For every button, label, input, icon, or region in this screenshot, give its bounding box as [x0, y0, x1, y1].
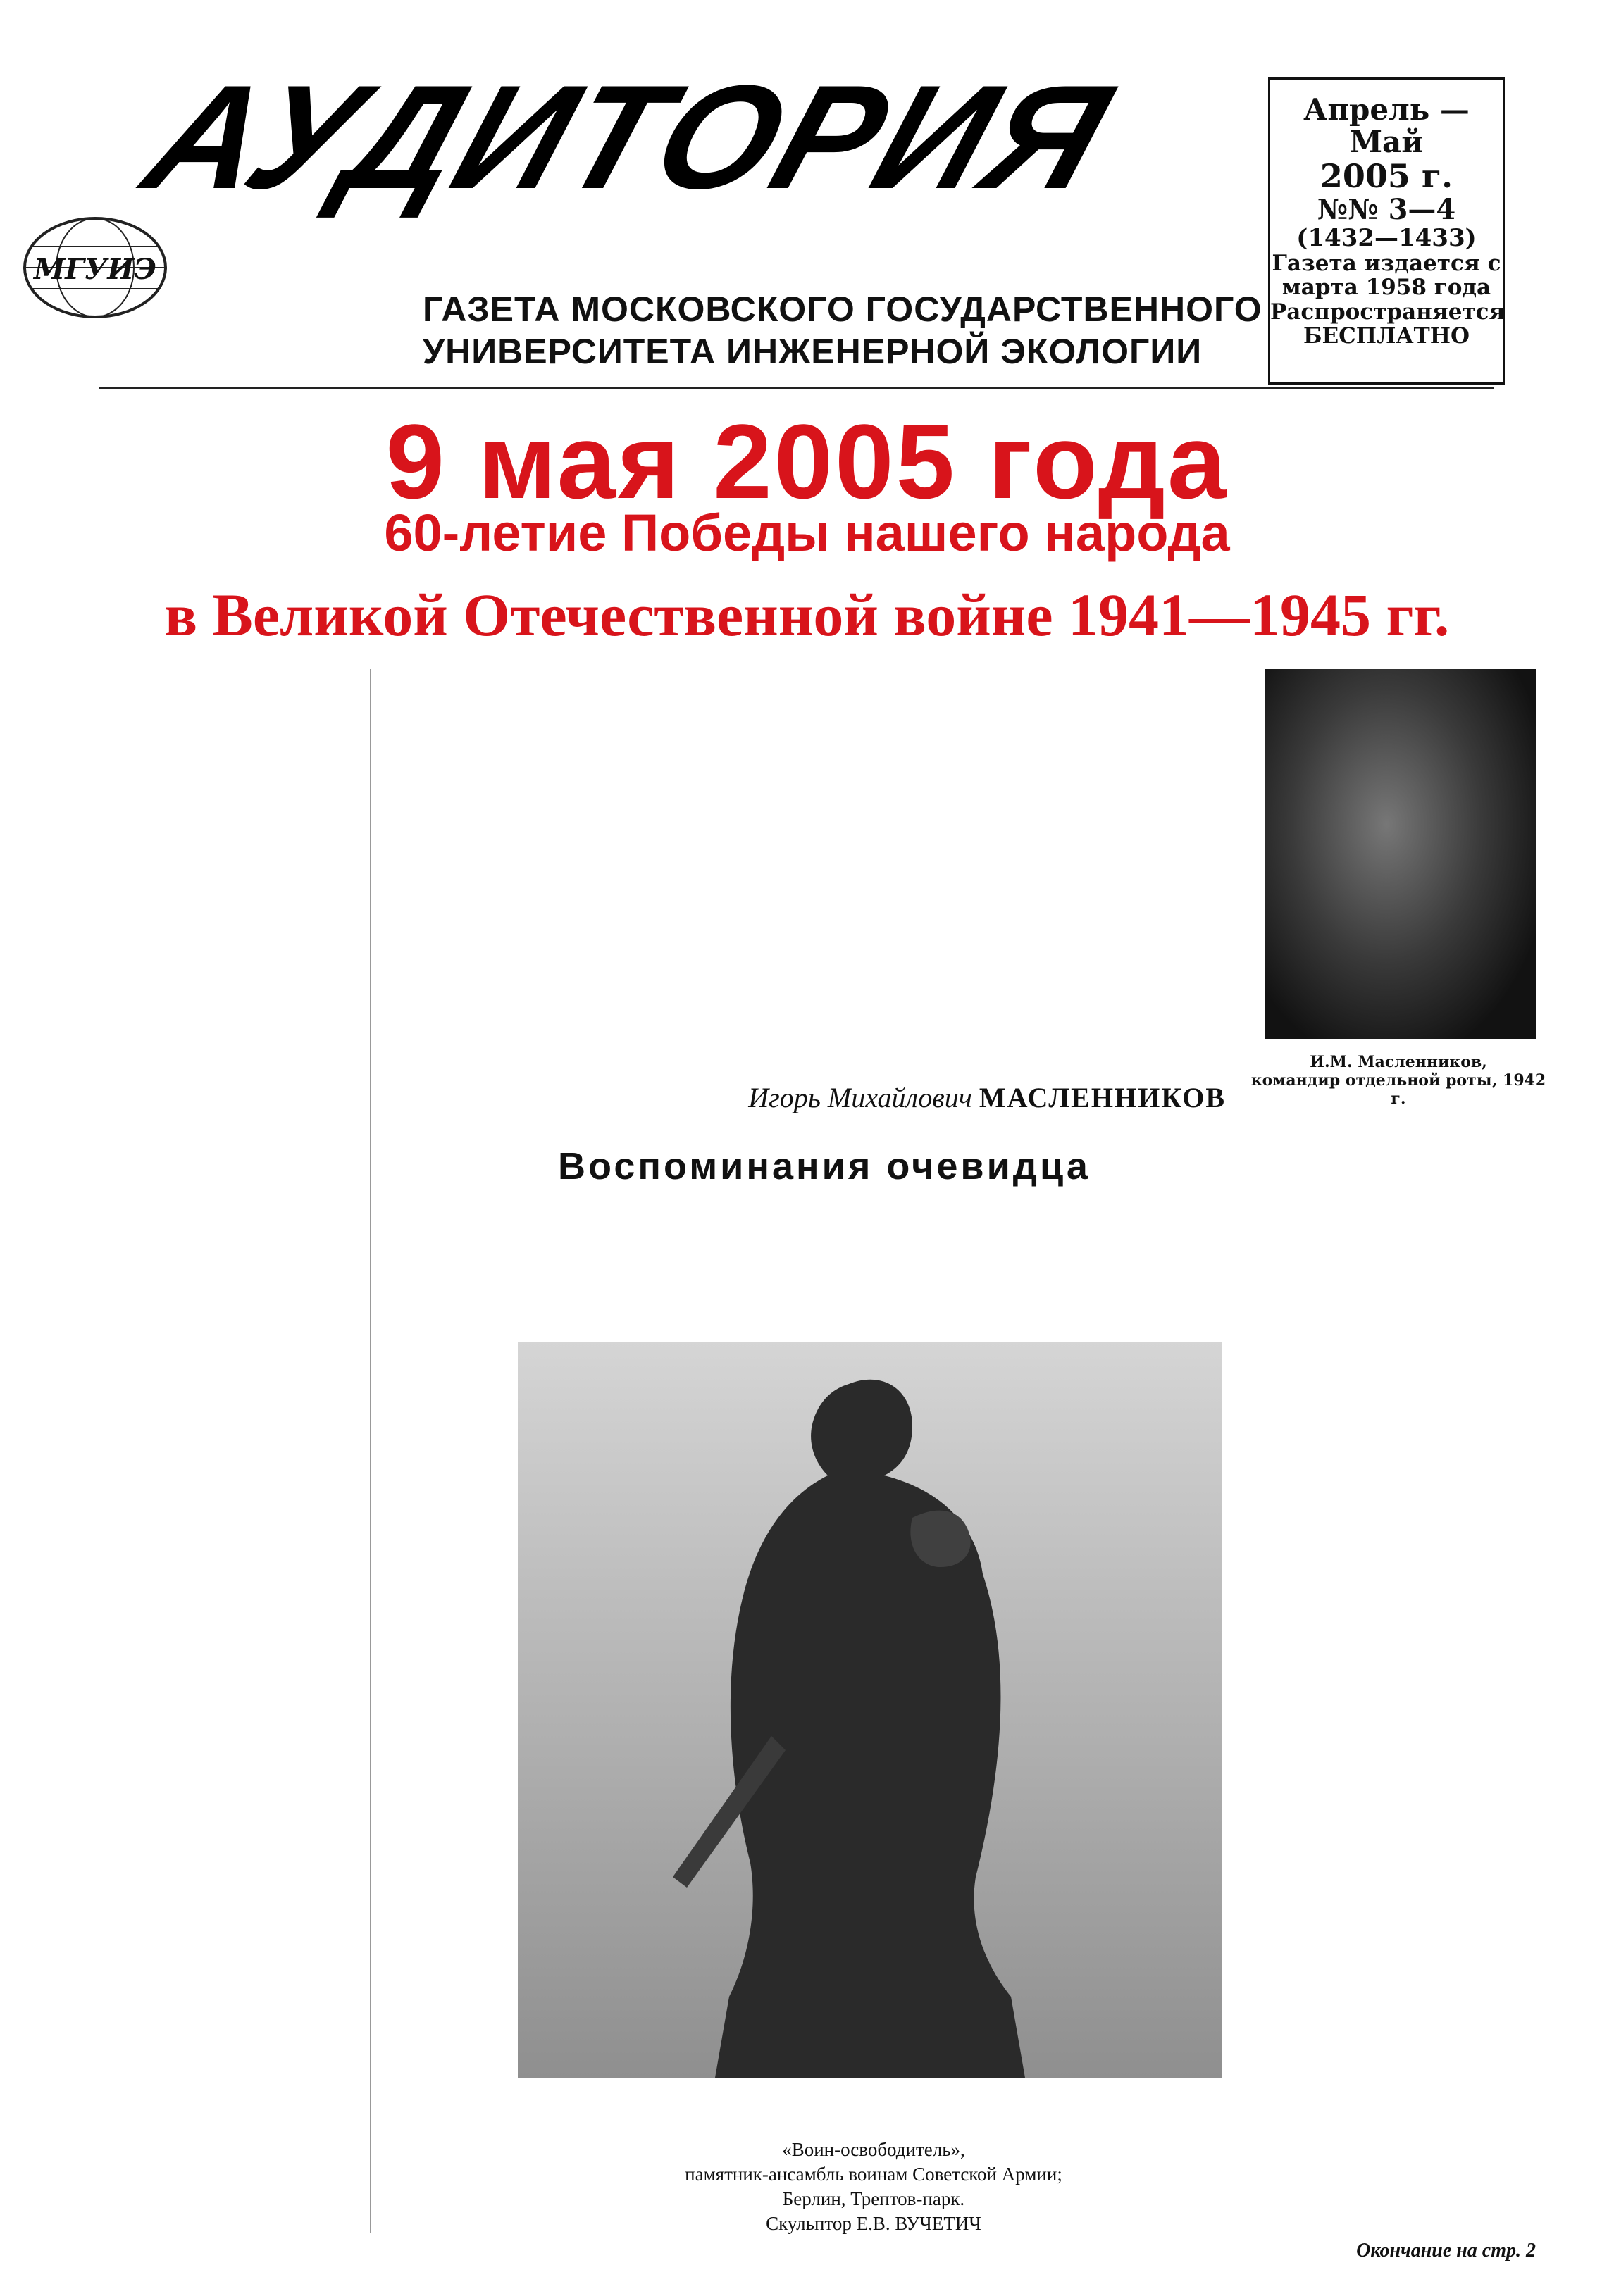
issue-since: Газета издается с марта 1958 года [1272, 251, 1501, 301]
monument-caption-line-3: Берлин, Трептов-парк. [782, 2188, 965, 2210]
continued-note: Окончание на стр. 2 [1356, 2240, 1536, 2261]
headline-secondary: 60-летие Победы нашего народа [384, 504, 1230, 562]
column-divider [370, 669, 371, 2233]
masthead-subtitle-line-2: УНИВЕРСИТЕТА ИНЖЕНЕРНОЙ ЭКОЛОГИИ [423, 332, 1203, 371]
article-column-2-bottom [377, 1222, 514, 2243]
monument-caption-line-4: Скульптор Е.В. ВУЧЕТИЧ [766, 2213, 981, 2235]
article-author [380, 1081, 1226, 1114]
issue-year: 2005 г. [1320, 157, 1453, 196]
issue-serial: (1432—1433) [1296, 223, 1477, 252]
portrait-caption-line-2: командир отдельной роты, 1942 г. [1250, 1071, 1546, 1108]
monument-caption-line-2: памятник-ансамбль воинам Советской Армии; [685, 2164, 1062, 2185]
masthead-divider [99, 387, 1494, 389]
author-first-name: Игорь Михайлович [748, 1082, 972, 1113]
masthead [99, 54, 1198, 247]
masthead-subtitle-line-1: ГАЗЕТА МОСКОВСКОГО ГОСУДАРСТВЕННОГО [423, 289, 1262, 329]
article-column-2-top [377, 669, 641, 1063]
article-column-3-top [652, 669, 923, 1063]
section-title: Воспоминания очевидца [558, 1145, 1091, 1187]
monument-silhouette [518, 1342, 1222, 2078]
issue-distribution: Распространяется БЕСПЛАТНО [1270, 299, 1506, 349]
issue-info-box [1268, 77, 1505, 385]
monument-photo [518, 1342, 1222, 2078]
monument-caption [550, 2138, 1198, 2236]
issue-numbers: №№ 3—4 [1317, 192, 1456, 226]
headline-tertiary: в Великой Отечественной войне 1941—1945 гг. [164, 581, 1450, 649]
article-column-5 [1240, 1113, 1536, 2226]
issue-months-2: Май [1349, 125, 1424, 160]
article-column-3-bottom-top [521, 1222, 1233, 1335]
article-column-4-top [937, 669, 1233, 1063]
article-column-1 [67, 669, 363, 2247]
portrait-caption [1247, 1053, 1550, 1108]
portrait-photo [1265, 669, 1536, 1039]
headline-main: 9 мая 2005 года [385, 402, 1229, 520]
issue-months-1: Апрель — [1303, 92, 1470, 127]
monument-caption-line-1: «Воин-освободитель», [782, 2139, 965, 2160]
globe-text: МГУИЭ [34, 253, 156, 286]
portrait-caption-line-1: И.М. Масленников, [1310, 1053, 1487, 1071]
author-last-name: МАСЛЕННИКОВ [979, 1082, 1226, 1113]
newspaper-logo: АУДИТОРИЯ [128, 54, 1129, 220]
university-globe-logo [14, 211, 176, 324]
